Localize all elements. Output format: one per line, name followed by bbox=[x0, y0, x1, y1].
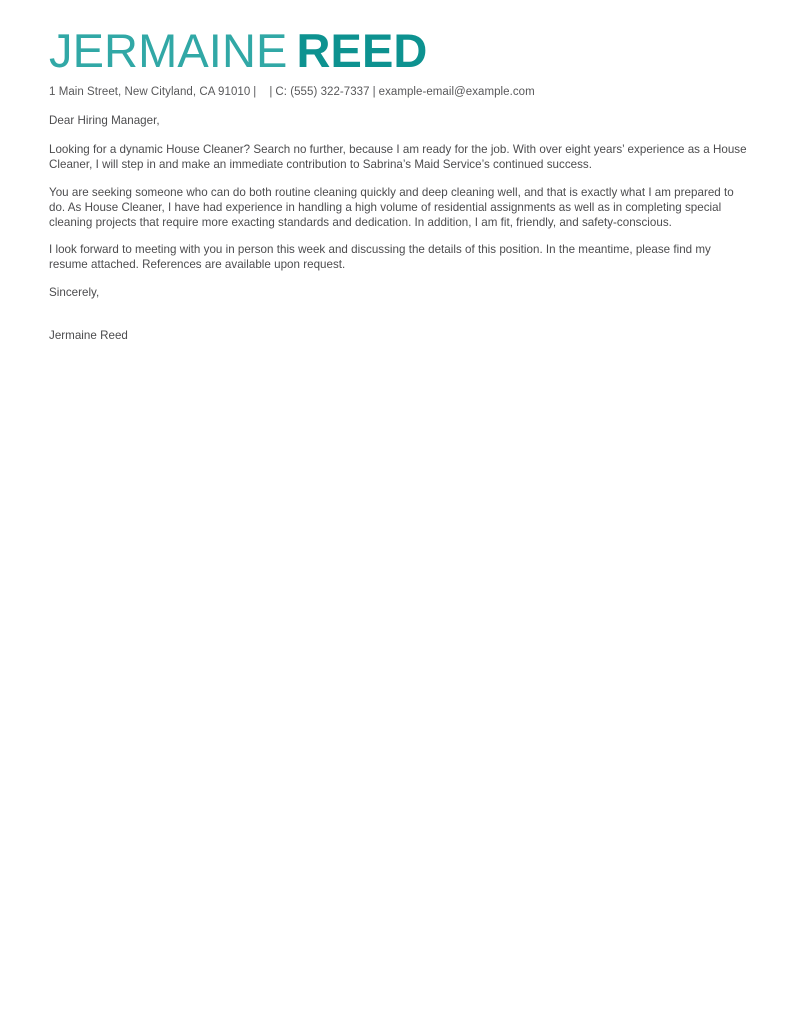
letterhead bbox=[49, 26, 751, 100]
applicant-last-name: REED bbox=[296, 24, 428, 77]
letter-paragraph-1: Looking for a dynamic House Cleaner? Search no further, because I am ready for the job. With over eight years’ experience as a House Cleaner, I will step in and make an immediate contribution to Sabrina’s Maid Service’s continued success. bbox=[49, 143, 747, 172]
letter-paragraph-3: I look forward to meeting with you in person this week and discussing the details of this position. In the meantime, please find my resume attached. References are available upon request. bbox=[49, 243, 711, 272]
contact-separator-2: | bbox=[269, 86, 273, 98]
applicant-name bbox=[49, 26, 751, 76]
contact-phone: C: (555) 322-7337 bbox=[275, 86, 370, 98]
contact-separator-1: | bbox=[253, 86, 257, 98]
signature-space bbox=[49, 300, 751, 328]
contact-address: 1 Main Street, New Cityland, CA 91010 bbox=[49, 86, 251, 98]
letter-closing: Sincerely, bbox=[49, 285, 100, 299]
signature-name: Jermaine Reed bbox=[49, 328, 128, 342]
contact-line bbox=[49, 85, 751, 100]
contact-separator-3: | bbox=[372, 86, 376, 98]
letter-body bbox=[49, 113, 751, 343]
contact-email: example-email@example.com bbox=[378, 86, 535, 98]
letter-greeting: Dear Hiring Manager, bbox=[49, 114, 160, 127]
applicant-first-name: JERMAINE bbox=[49, 24, 288, 77]
letter-content bbox=[49, 26, 751, 355]
letter-paragraph-2: You are seeking someone who can do both routine cleaning quickly and deep cleaning well, and that is exactly what I am prepared to do. As House Cleaner, I have had experience in handling a high volume of residential assignments as well as in completing special cleaning projects that require more exacting standards and dedication. In addition, I am fit, friendly, and safety-conscious. bbox=[49, 185, 734, 230]
